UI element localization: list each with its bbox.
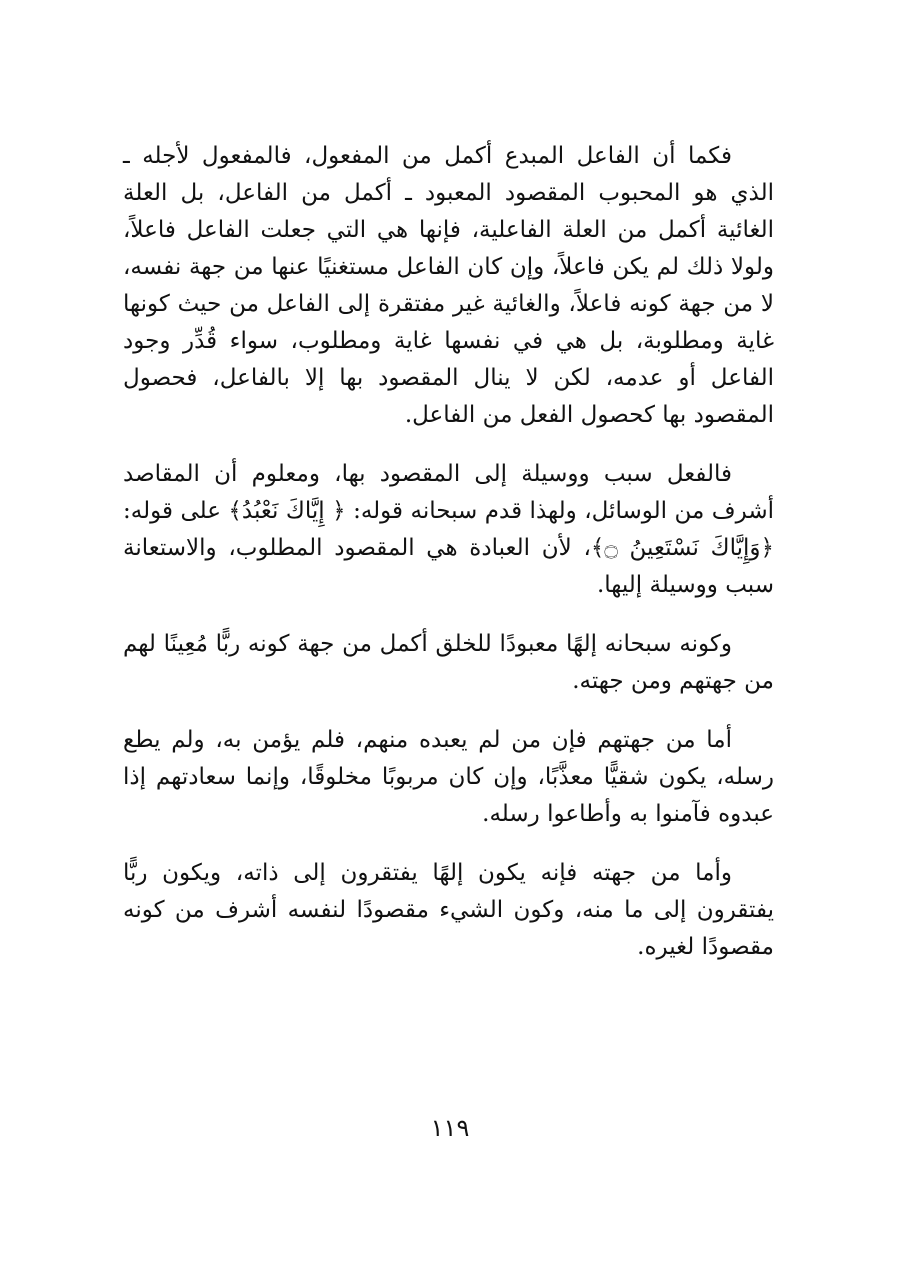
paragraph-4: أما من جهتهم فإن من لم يعبده منهم، فلم يؤمن به، ولم يطع رسله، يكون شقيًّا معذَّبًا، وإن كان مربوبًا مخلوقًا، وإنما سعادتهم إذا عبدوه فآمنوا به وأطاعوا رسله. [123, 727, 774, 827]
page-number: ١١٩ [430, 1114, 470, 1142]
paragraph-2: فالفعل سبب ووسيلة إلى المقصود بها، ومعلوم أن المقاصد أشرف من الوسائل، ولهذا قدم سبحانه قوله: ﴿ إِيَّاكَ نَعْبُدُ﴾ على قوله: ﴿وَإِيَّاكَ نَسْتَعِينُ ۝﴾، لأن العبادة هي المقصود المطلوب، والاستعانة سبب ووسيلة إليها. [123, 461, 774, 598]
paragraph-1: فكما أن الفاعل المبدع أكمل من المفعول، فالمفعول لأجله ـ الذي هو المحبوب المقصود المعبود ـ أكمل من الفاعل، بل العلة الغائية أكمل من العلة الفاعلية، فإنها هي التي جعلت الفاعل فاعلاً، ولولا ذلك لم يكن فاعلاً، وإن كان الفاعل مستغنيًا عنها من جهة نفسه، لا من جهة كونه فاعلاً، والغائية غير مفتقرة إلى الفاعل من حيث كونها غاية ومطلوبة، بل هي في نفسها غاية ومطلوب، سواء قُدِّر وجود الفاعل أو عدمه، لكن لا ينال المقصود بها إلا بالفاعل، فحصول المقصود بها كحصول الفعل من الفاعل. [123, 143, 774, 428]
page-body [123, 138, 774, 988]
paragraph-5: وأما من جهته فإنه يكون إلهًا يفتقرون إلى ذاته، ويكون ربًّا يفتقرون إلى ما منه، وكون الشيء مقصودًا لنفسه أشرف من كونه مقصودًا لغيره. [123, 860, 774, 960]
paragraph-3: وكونه سبحانه إلهًا معبودًا للخلق أكمل من جهة كونه ربًّا مُعِينًا لهم من جهتهم ومن جهته. [123, 631, 774, 694]
